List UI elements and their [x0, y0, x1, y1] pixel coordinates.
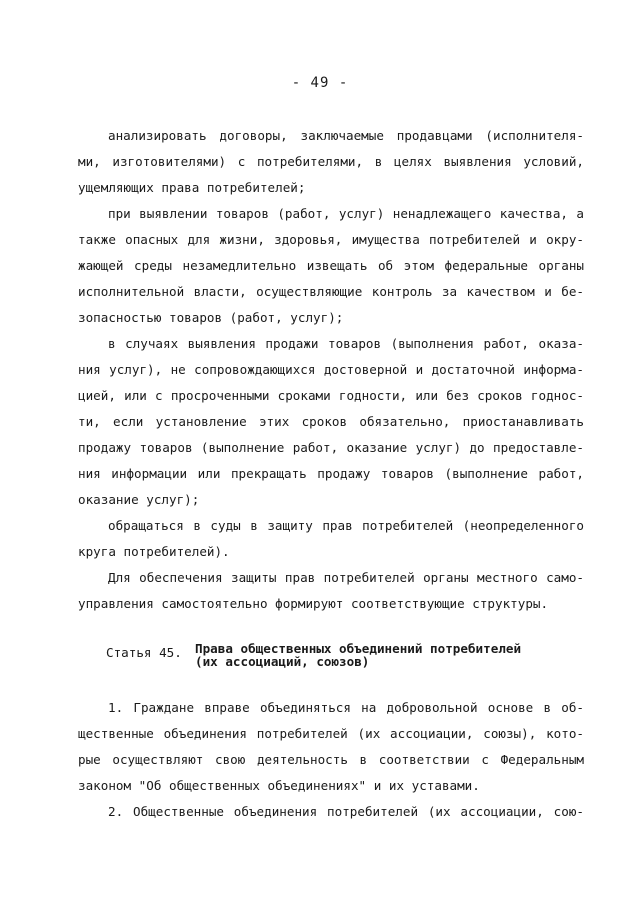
article-title-line: (их ассоциаций, союзов) — [195, 654, 370, 669]
paragraph-line: управления самостоятельно формируют соответствующие структуры. — [78, 596, 549, 611]
paragraph-line: ущемляющих права потребителей; — [78, 180, 306, 195]
paragraph-line: 2. Общественные объединения потребителей (их ассоциации, сою- — [108, 804, 584, 819]
paragraph-line: зопасностью товаров (работ, услуг); — [78, 310, 344, 325]
article-number: Статья 45. — [106, 645, 182, 660]
page-number: - 49 - — [291, 75, 349, 91]
paragraph-line: ти, если установление этих сроков обязательно, приостанавливать — [78, 414, 584, 429]
paragraph-line: 1. Граждане вправе объединяться на добровольной основе в об- — [108, 700, 584, 715]
article-title-line: Права общественных объединений потребителей — [195, 641, 522, 656]
paragraph-line: оказание услуг); — [78, 492, 200, 507]
paragraph-line: ния услуг), не сопровождающихся достоверной и достаточной информа- — [78, 362, 584, 377]
paragraph-line: анализировать договоры, заключаемые продавцами (исполнителя- — [108, 128, 584, 143]
paragraph-line: Для обеспечения защиты прав потребителей органы местного само- — [108, 570, 584, 585]
paragraph-line: рые осуществляют свою деятельность в соответствии с Федеральным — [78, 752, 584, 767]
paragraph-line: цией, или с просроченными сроками годности, или без сроков годнос- — [78, 388, 584, 403]
paragraph-line: исполнительной власти, осуществляющие контроль за качеством и бе- — [78, 284, 584, 299]
paragraph-line: ми, изготовителями) с потребителями, в целях выявления условий, — [78, 154, 584, 169]
paragraph-line: также опасных для жизни, здоровья, имущества потребителей и окру- — [78, 232, 584, 247]
paragraph-line: продажу товаров (выполнение работ, оказание услуг) до предоставле- — [78, 440, 584, 455]
paragraph-line: щественные объединения потребителей (их ассоциации, союзы), кото- — [78, 726, 584, 741]
paragraph-line: обращаться в суды в защиту прав потребителей (неопределенного — [108, 518, 584, 533]
paragraph-line: в случаях выявления продажи товаров (выполнения работ, оказа- — [108, 336, 584, 351]
paragraph-line: ния информации или прекращать продажу товаров (выполнение работ, — [78, 466, 584, 481]
article-title — [195, 642, 521, 668]
paragraph-line: при выявлении товаров (работ, услуг) ненадлежащего качества, а — [108, 206, 584, 221]
paragraph-line: жающей среды незамедлительно извещать об этом федеральные органы — [78, 258, 584, 273]
paragraph-line: законом "Об общественных объединениях" и их уставами. — [78, 778, 480, 793]
paragraph-line: круга потребителей). — [78, 544, 230, 559]
